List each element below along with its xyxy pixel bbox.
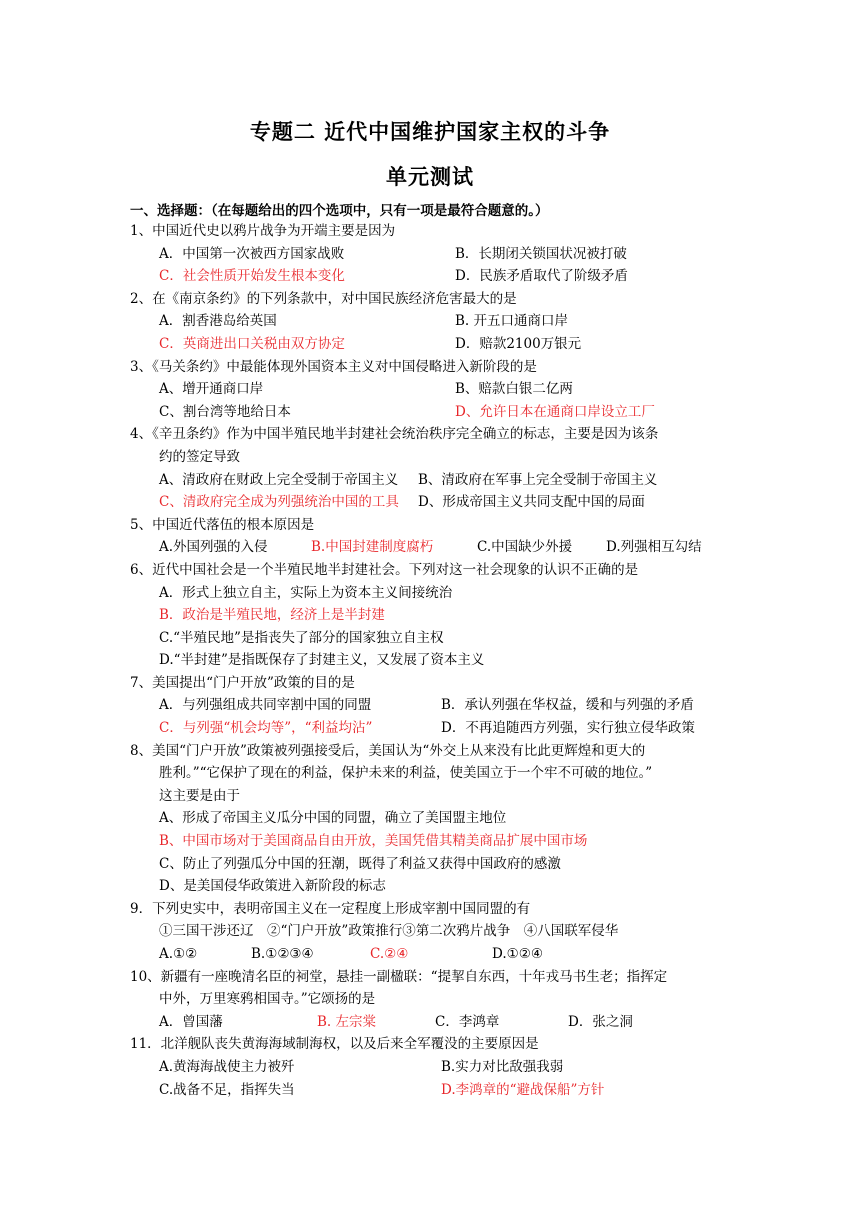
option-a: A、增开通商口岸 — [159, 381, 264, 398]
question-stem-continued: 中外，万里寒鸦相国寺。”它颂扬的是 — [159, 991, 376, 1008]
question-stem-continued: 约的签定导致 — [159, 448, 240, 465]
option-a: A.黄海海战使主力被歼 — [159, 1058, 295, 1075]
option-c: C．李鸿章 — [435, 1013, 500, 1030]
option-b: B．长期闭关锁国状况被打破 — [455, 245, 627, 262]
option-c-answer: C．与列强“机会均等”，“利益均沾” — [159, 720, 373, 737]
option-d: D.列强相互勾结 — [606, 539, 702, 556]
option-b-answer: B.中国封建制度腐朽 — [311, 539, 434, 556]
question-stem: 10、新疆有一座晚清名臣的祠堂，悬挂一副楹联：“提挈自东西，十年戎马书生老；指挥定 — [130, 968, 668, 985]
section-heading: 一、选择题：（在每题给出的四个选项中，只有一项是最符合题意的。） — [130, 203, 549, 219]
option-a: A．形式上独立自主，实际上为资本主义间接统治 — [159, 584, 453, 601]
question-stem: 2、在《南京条约》的下列条款中，对中国民族经济危害最大的是 — [130, 290, 517, 307]
option-d: D.①②④ — [492, 946, 543, 962]
option-b: B、赔款白银二亿两 — [455, 381, 573, 398]
option-a: A.外国列强的入侵 — [159, 539, 268, 556]
page-title: 专题二 近代中国维护国家主权的斗争 — [249, 120, 611, 144]
question-stem: 9．下列史实中，表明帝国主义在一定程度上形成宰割中国同盟的有 — [130, 900, 531, 917]
option-a: A．中国第一次被西方国家战败 — [159, 245, 345, 262]
option-c-answer: C、清政府完全成为列强统治中国的工具 — [159, 494, 399, 511]
question-stem: 6、近代中国社会是一个半殖民地半封建社会。下列对这一社会现象的认识不正确的是 — [130, 561, 639, 578]
option-c-answer: C.②④ — [370, 946, 409, 962]
option-row — [130, 943, 740, 966]
option-row — [130, 265, 740, 288]
option-d: D．民族矛盾取代了阶级矛盾 — [455, 268, 628, 285]
option-d: D．不再追随西方列强，实行独立侵华政策 — [441, 720, 695, 737]
question-stem: 7、美国提出“门户开放”政策的目的是 — [130, 674, 355, 691]
option-row — [130, 310, 740, 333]
option-b: B.实力对比敌强我弱 — [441, 1058, 564, 1075]
question-stem: 1、中国近代史以鸦片战争为开端主要是因为 — [130, 223, 396, 239]
option-d-answer: D.李鸿章的“避战保船”方针 — [441, 1081, 605, 1098]
option-row — [130, 243, 740, 266]
question-stem-continued: 这主要是由于 — [159, 787, 240, 804]
option-row — [130, 491, 740, 514]
option-c: C.战备不足，指挥失当 — [159, 1081, 295, 1098]
option-row — [130, 378, 740, 401]
option-b-answer: B．政治是半殖民地，经济上是半封建 — [159, 607, 385, 624]
option-row — [130, 333, 740, 356]
option-row — [130, 717, 740, 740]
option-c: C、防止了列强瓜分中国的狂潮，既得了利益又获得中国政府的感激 — [159, 855, 561, 872]
option-a: A．与列强组成共同宰割中国的同盟 — [159, 697, 372, 714]
option-a: A、形成了帝国主义瓜分中国的同盟，确立了美国盟主地位 — [159, 810, 507, 827]
page-subtitle: 单元测试 — [386, 165, 474, 189]
option-a: A、清政府在财政上完全受制于帝国主义 — [159, 471, 399, 488]
question-stem: 4、《辛丑条约》作为中国半殖民地半封建社会统治秩序完全确立的标志，主要是因为该条 — [130, 426, 659, 443]
option-b: B．承认列强在华权益，缓和与列强的矛盾 — [441, 697, 694, 714]
option-c-answer: C．社会性质开始发生根本变化 — [159, 268, 345, 285]
option-c: C.中国缺少外援 — [477, 539, 573, 556]
option-b-answer: B、中国市场对于美国商品自由开放，美国凭借其精美商品扩展中国市场 — [159, 833, 588, 850]
option-row — [130, 694, 740, 717]
option-b: B、清政府在军事上完全受制于帝国主义 — [418, 471, 658, 488]
question-stem-continued: 胜利。”“它保护了现在的利益，保护未来的利益，使美国立于一个牢不可破的地位。” — [159, 765, 653, 782]
question-stem: 3、《马关条约》中最能体现外国资本主义对中国侵略进入新阶段的是 — [130, 358, 537, 375]
question-stem: 11．北洋舰队丧失黄海海域制海权，以及后来全军覆没的主要原因是 — [130, 1036, 539, 1053]
question-stem: 8、美国“门户开放”政策被列强接受后，美国认为“外交上从来没有比此更辉煌和更大的 — [130, 742, 646, 759]
option-b-answer: B. 左宗棠 — [317, 1013, 377, 1030]
option-d: D.“半封建”是指既保存了封建主义，又发展了资本主义 — [159, 652, 485, 669]
option-row — [130, 1011, 740, 1034]
option-row — [130, 1079, 740, 1102]
option-row — [130, 1056, 740, 1079]
question-items: ①三国干涉还辽 ②“门户开放”政策推行③第二次鸦片战争 ④八国联军侵华 — [159, 923, 619, 940]
option-a: A.①② — [159, 946, 198, 962]
question-stem: 5、中国近代落伍的根本原因是 — [130, 516, 315, 533]
option-d: D．赔款2100万银元 — [455, 335, 582, 352]
option-c-answer: C．英商进出口关税由双方协定 — [159, 335, 345, 352]
option-row — [130, 401, 740, 424]
option-row — [130, 469, 740, 492]
option-b: B. 开五口通商口岸 — [455, 313, 569, 330]
option-a: A．割香港岛给英国 — [159, 313, 277, 330]
option-b: B.①②③④ — [251, 946, 314, 962]
option-a: A．曾国藩 — [159, 1013, 223, 1030]
option-c: C、割台湾等地给日本 — [159, 403, 291, 420]
option-c: C.“半殖民地”是指丧失了部分的国家独立自主权 — [159, 629, 444, 646]
option-d: D、形成帝国主义共同支配中国的局面 — [418, 494, 645, 511]
option-d: D．张之洞 — [568, 1013, 633, 1030]
question-list — [130, 220, 740, 1101]
option-d-answer: D、允许日本在通商口岸设立工厂 — [455, 403, 655, 420]
option-row — [130, 536, 740, 559]
option-d: D、是美国侵华政策进入新阶段的标志 — [159, 878, 386, 895]
